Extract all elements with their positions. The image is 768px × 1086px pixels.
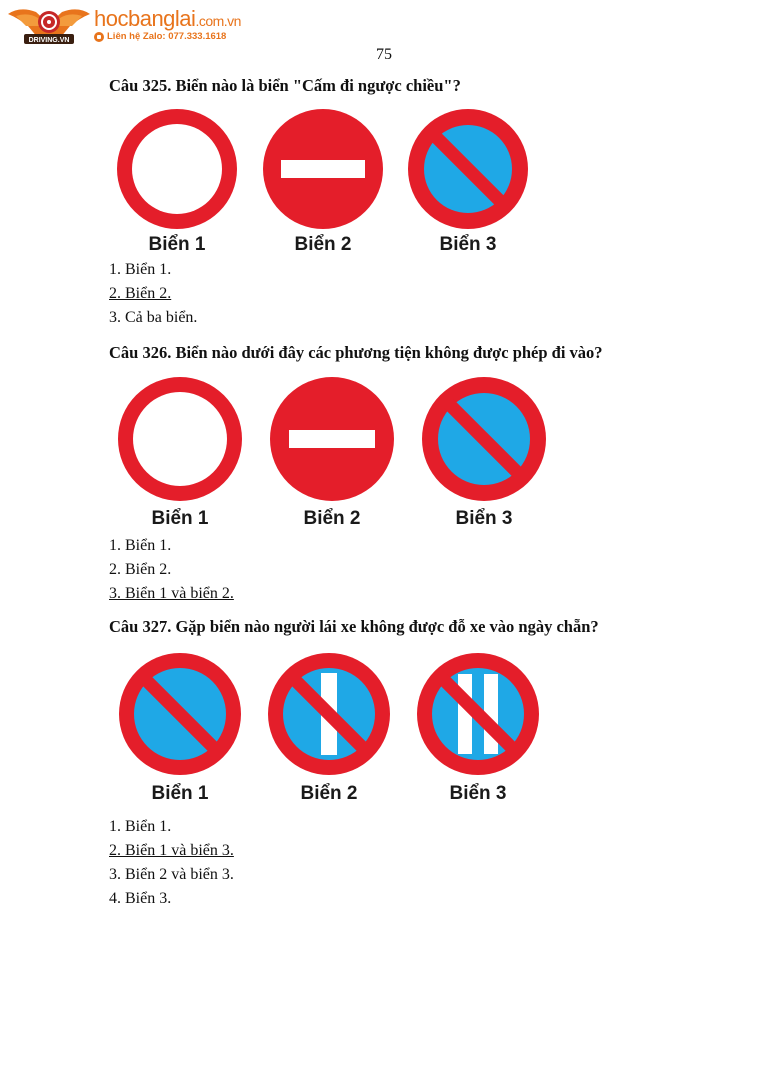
sign-ring-icon xyxy=(116,108,238,230)
sign-label: Biển 3 xyxy=(455,508,513,529)
question-title: Câu 326. Biển nào dưới đây các phương tiện không được phép đi vào? xyxy=(109,343,603,362)
brand-main: hocbanglai xyxy=(94,6,196,31)
question-title: Câu 325. Biển nào là biển "Cấm đi ngược chiều"? xyxy=(109,76,461,95)
phone-icon xyxy=(94,32,104,42)
answer-option: 1. Biển 1. xyxy=(109,261,172,278)
answer-option-correct: 3. Biển 1 và biển 2. xyxy=(109,585,234,602)
sign-bar-icon xyxy=(269,376,395,502)
page-number: 75 xyxy=(376,46,392,63)
answer-option: 4. Biển 3. xyxy=(109,890,172,907)
sign-bar-icon xyxy=(262,108,384,230)
sign-label: Biển 3 xyxy=(439,234,497,255)
sign-label: Biển 2 xyxy=(303,508,361,529)
sign-label: Biển 1 xyxy=(148,234,206,255)
brand-name[interactable] xyxy=(94,6,241,32)
answer-option: 3. Cả ba biển. xyxy=(109,309,198,326)
sign-slash-one-bar-icon xyxy=(267,652,391,776)
answer-option: 1. Biển 1. xyxy=(109,818,172,835)
driving-logo-icon xyxy=(6,4,92,46)
sign-label: Biển 2 xyxy=(294,234,352,255)
site-header xyxy=(6,4,266,48)
sign-slash-icon xyxy=(407,108,529,230)
sign-ring-icon xyxy=(117,376,243,502)
hotline[interactable] xyxy=(94,31,226,42)
sign-slash-icon xyxy=(118,652,242,776)
logo-caption: DRIVING.VN xyxy=(28,37,70,44)
answer-option-correct: 2. Biển 2. xyxy=(109,285,172,302)
answer-option: 2. Biển 2. xyxy=(109,561,172,578)
hotline-text: Liên hệ Zalo: 077.333.1618 xyxy=(107,31,227,42)
brand-domain: .com.vn xyxy=(195,13,241,29)
answer-option: 3. Biển 2 và biển 3. xyxy=(109,866,234,883)
sign-label: Biển 1 xyxy=(151,783,209,804)
answer-option-correct: 2. Biển 1 và biển 3. xyxy=(109,842,234,859)
answer-option: 1. Biển 1. xyxy=(109,537,172,554)
sign-slash-icon xyxy=(421,376,547,502)
sign-slash-two-bars-icon xyxy=(416,652,540,776)
sign-label: Biển 3 xyxy=(449,783,507,804)
question-title: Câu 327. Gặp biển nào người lái xe không được đỗ xe vào ngày chẵn? xyxy=(109,617,599,636)
sign-label: Biển 2 xyxy=(300,783,358,804)
sign-label: Biển 1 xyxy=(151,508,209,529)
